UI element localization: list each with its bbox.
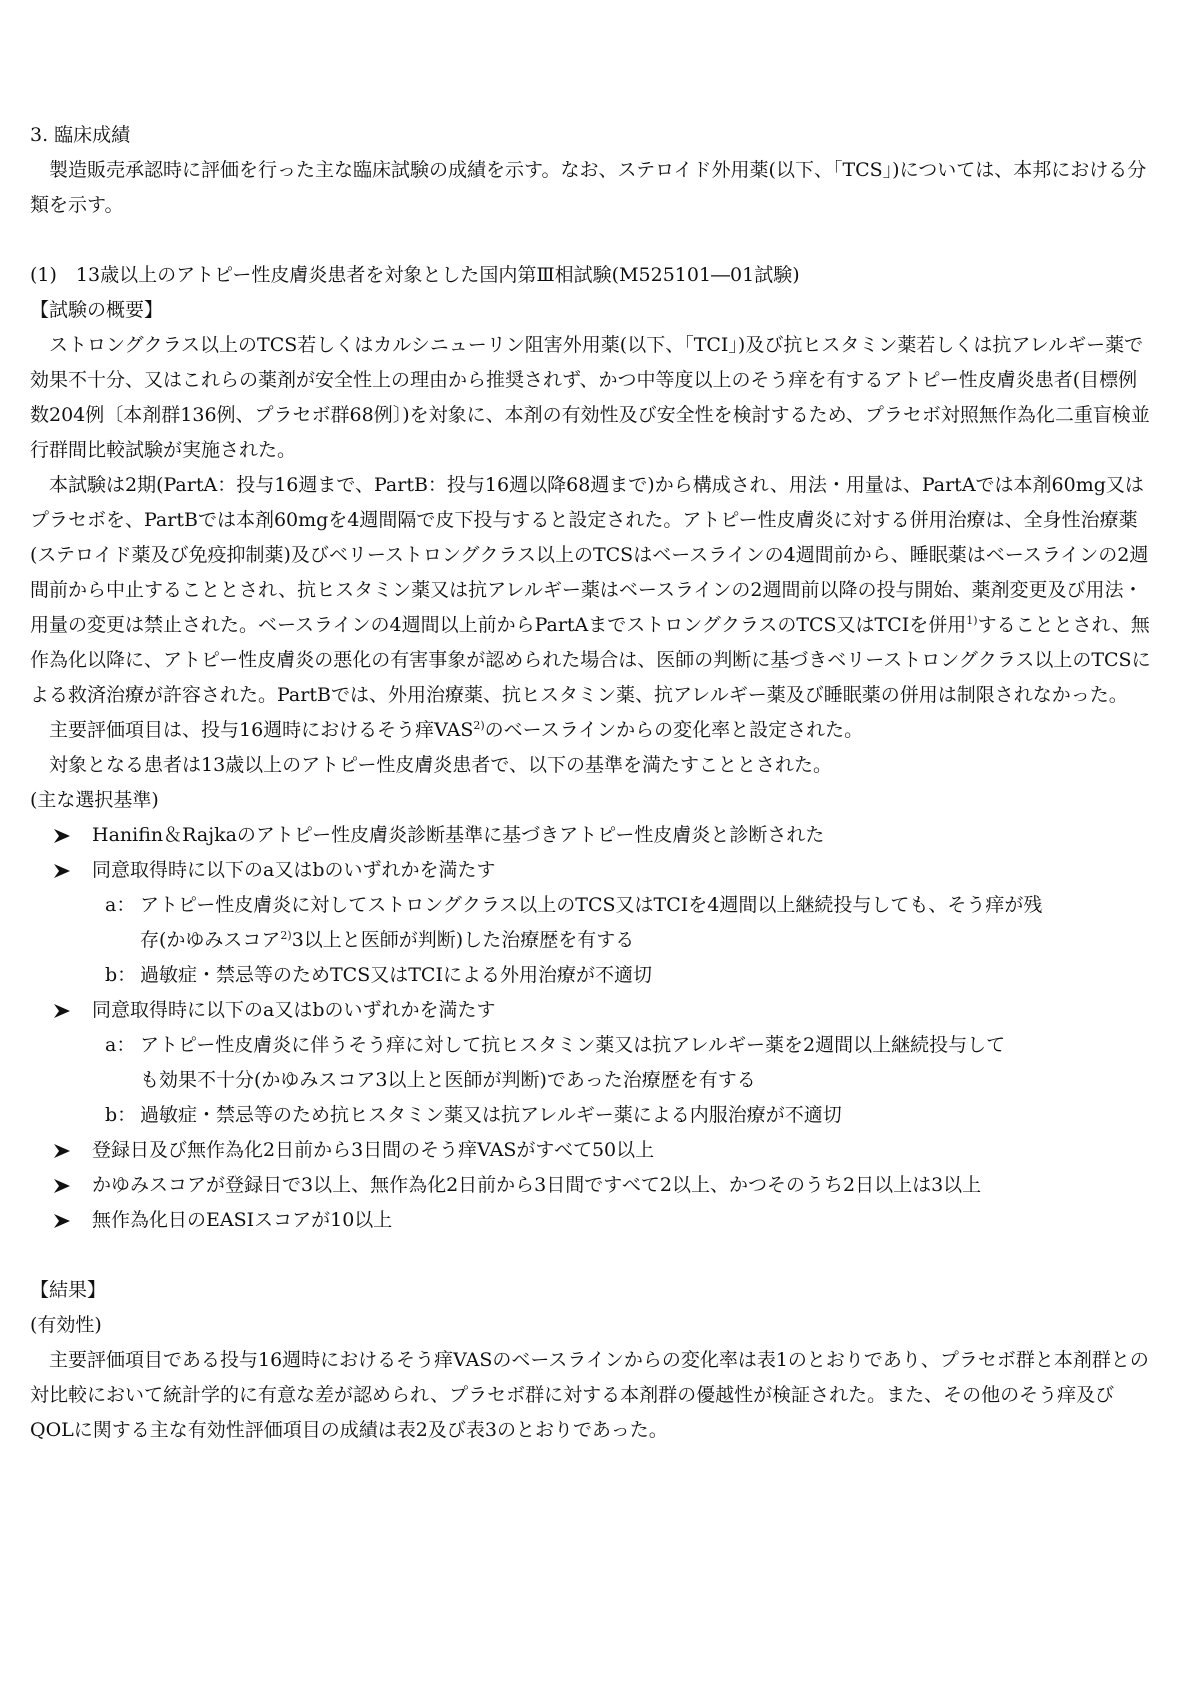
criteria-item-text: 同意取得時に以下のa又はbのいずれかを満たす: [92, 999, 496, 1021]
reference-marker: 2): [280, 929, 292, 942]
criteria-item: [30, 993, 1155, 1028]
criteria-item: [30, 818, 1155, 853]
arrowhead-bullet-icon: [53, 818, 75, 853]
criteria-subitem: [30, 888, 1155, 958]
efficacy-heading: (有効性): [30, 1314, 102, 1336]
subitem-marker: a：: [105, 1034, 136, 1056]
subitem-line: 過敏症・禁忌等のため抗ヒスタミン薬又は抗アレルギー薬による内服治療が不適切: [140, 1104, 842, 1126]
criteria-item-text: 登録日及び無作為化2日前から3日間のそう痒VASがすべて50以上: [92, 1139, 655, 1161]
subitem-line: アトピー性皮膚炎に伴うそう痒に対して抗ヒスタミン薬又は抗アレルギー薬を2週間以上継続投与して: [140, 1034, 1006, 1056]
overview-paragraph-1: ストロングクラス以上のTCS若しくはカルシニューリン阻害外用薬(以下、「TCI」)及び抗ヒスタミン薬若しくは抗アレルギー薬で効果不十分、又はこれらの薬剤が安全性上の理由から推奨されず、かつ中等度以上のそう痒を有するアトピー性皮膚炎患者(目標例数204例〔本剤群136例、プラセボ群68例〕)を対象に、本剤の有効性及び安全性を検討するため、プラセボ対照無作為化二重盲検並行群間比較試験が実施された。: [30, 334, 1150, 461]
overview-paragraph-4: 対象となる患者は13歳以上のアトピー性皮膚炎患者で、以下の基準を満たすこととされた。: [49, 754, 833, 776]
criteria-list: [30, 1133, 1155, 1238]
efficacy-paragraph: 主要評価項目である投与16週時におけるそう痒VASのベースラインからの変化率は表1のとおりであり、プラセボ群と本剤群との対比較において統計学的に有意な差が認められ、プラセボ群に対する本剤群の優越性が検証された。また、その他のそう痒及びQOLに関する主な有効性評価項目の成績は表2及び表3のとおりであった。: [30, 1349, 1149, 1441]
criteria-subitem: [30, 958, 1155, 993]
document-content: [30, 118, 1155, 1448]
criteria-item-text: Hanifin＆Rajkaのアトピー性皮膚炎診断基準に基づきアトピー性皮膚炎と診断された: [92, 824, 825, 846]
criteria-list: [30, 818, 1155, 888]
overview-paragraph-2-text-a: 本試験は2期(PartA：投与16週まで、PartB：投与16週以降68週まで)から構成され、用法・用量は、PartAでは本剤60mg又はプラセボを、PartBでは本剤60mgを4週間隔で皮下投与すると設定された。アトピー性皮膚炎に対する併用治療は、全身性治療薬(ステロイド薬及び免疫抑制薬)及びベリーストロングクラス以上のTCSはベースラインの4週間前から、睡眠薬はベースラインの2週間前から中止することとされ、抗ヒスタミン薬又は抗アレルギー薬はベースラインの2週間前以降の投与開始、薬剤変更及び用法・用量の変更は禁止された。ベースラインの4週間以上前からPartAまでストロングクラスのTCS又はTCIを併用: [30, 474, 1149, 636]
subitem-line: も効果不十分(かゆみスコア3以上と医師が判断)であった治療歴を有する: [140, 1069, 756, 1091]
section-heading: 3. 臨床成績: [30, 124, 131, 146]
overview-paragraph-3-text-b: のベースラインからの変化率と設定された。: [484, 719, 864, 741]
criteria-heading: (主な選択基準): [30, 789, 159, 811]
blank-line: [30, 1238, 1155, 1273]
subitem-marker: b：: [105, 964, 137, 986]
arrowhead-bullet-icon: [53, 993, 75, 1028]
criteria-item: [30, 1203, 1155, 1238]
criteria-item-text: 同意取得時に以下のa又はbのいずれかを満たす: [92, 859, 496, 881]
overview-heading: 【試験の概要】: [30, 299, 164, 321]
overview-paragraph-3: [30, 713, 1155, 748]
arrowhead-bullet-icon: [53, 853, 75, 888]
study-title: (1) 13歳以上のアトピー性皮膚炎患者を対象とした国内第Ⅲ相試験(M525101―01試験): [30, 264, 800, 286]
overview-paragraph-3-text-a: 主要評価項目は、投与16週時におけるそう痒VAS: [49, 719, 474, 741]
blank-line: [30, 223, 1155, 258]
arrowhead-bullet-icon: [53, 1133, 75, 1168]
arrowhead-bullet-icon: [53, 1168, 75, 1203]
criteria-item-text: かゆみスコアが登録日で3以上、無作為化2日前から3日間ですべて2以上、かつそのうち2日以上は3以上: [92, 1174, 982, 1196]
overview-paragraph-2-text-b: することとされ、無作為化以降に、アトピー性皮膚炎の悪化の有害事象が認められた場合は、医師の判断に基づきベリーストロングクラス以上のTCSによる救済治療が許容された。PartBでは、外用治療薬、抗ヒスタミン薬、抗アレルギー薬及び睡眠薬の併用は制限されなかった。: [30, 614, 1151, 706]
subitem-line: 過敏症・禁忌等のためTCS又はTCIによる外用治療が不適切: [140, 964, 652, 986]
subitem-text: 存(かゆみスコア: [140, 929, 281, 951]
criteria-item-text: 無作為化日のEASIスコアが10以上: [92, 1209, 393, 1231]
overview-paragraph-2: [30, 468, 1155, 713]
criteria-item: [30, 1168, 1155, 1203]
arrowhead-bullet-icon: [53, 1203, 75, 1238]
section-intro: 製造販売承認時に評価を行った主な臨床試験の成績を示す。なお、ステロイド外用薬(以下、「TCS」)については、本邦における分類を示す。: [30, 159, 1147, 216]
results-heading: 【結果】: [30, 1279, 107, 1301]
criteria-list: [30, 993, 1155, 1028]
reference-marker: 2): [473, 719, 485, 732]
criteria-item: [30, 1133, 1155, 1168]
subitem-marker: b：: [105, 1104, 137, 1126]
reference-marker: 1): [966, 614, 978, 627]
subitem-text: 3以上と医師が判断)した治療歴を有する: [291, 929, 635, 951]
subitem-marker: a：: [105, 894, 136, 916]
criteria-subitem: [30, 1098, 1155, 1133]
subitem-line: [140, 923, 1155, 958]
subitem-line: アトピー性皮膚炎に対してストロングクラス以上のTCS又はTCIを4週間以上継続投与しても、そう痒が残: [140, 894, 1043, 916]
criteria-item: [30, 853, 1155, 888]
criteria-subitem: [30, 1028, 1155, 1098]
